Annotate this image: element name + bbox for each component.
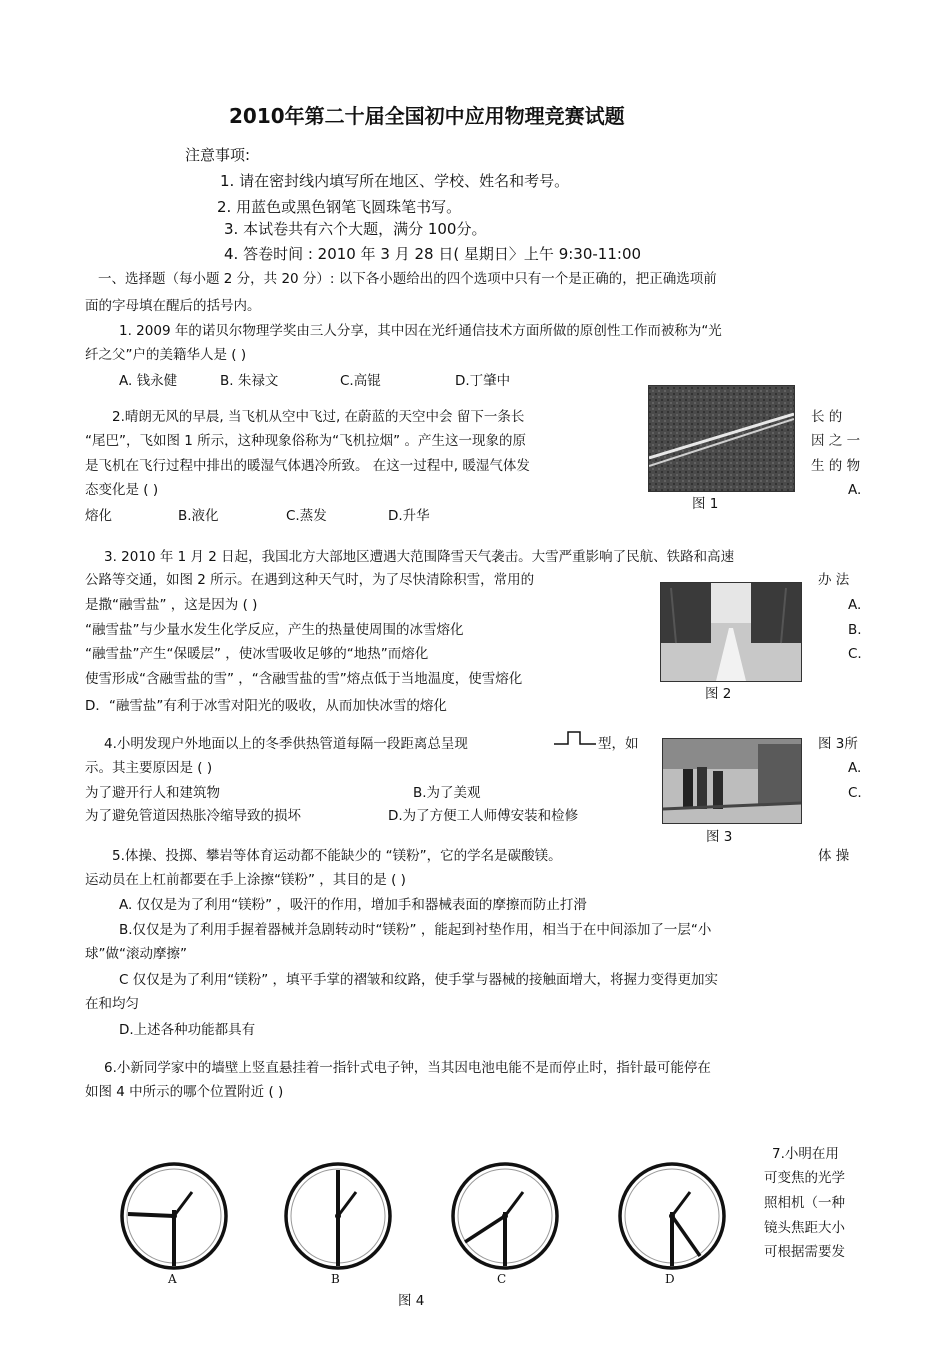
clock-c: [449, 1160, 561, 1272]
q1-option-a: A. 钱永健: [119, 373, 178, 389]
q1-option-d: D.丁肇中: [455, 373, 511, 389]
figure-3-photo: [662, 738, 802, 824]
q7-text: 照相机（一种: [764, 1195, 845, 1211]
pipe-shape-icon: [554, 730, 596, 748]
q2-text: 2.晴朗无风的早晨, 当飞机从空中飞过, 在蔚蓝的天空中会 留下一条长: [112, 409, 525, 425]
q4-option-a: A.: [848, 760, 862, 776]
q5-option-b-cont: 球”做“滚动摩擦”: [85, 946, 187, 962]
q4-option-a-text: 为了避开行人和建筑物: [85, 785, 220, 801]
section-heading: 一、选择题（每小题 2 分，共 20 分）: 以下各小题给出的四个选项中只有一个是正确的，把正确选项前: [98, 271, 717, 287]
q2-text: “尾巴”，飞如图 1 所示，这种现象俗称为“飞机拉烟” 。产生这一现象的原: [85, 433, 526, 449]
q2-text-right: 长 的: [811, 409, 843, 425]
q5-text-right: 体 操: [818, 848, 850, 864]
q4-option-b: B.为了美观: [413, 785, 481, 801]
q5-option-d: D.上述各种功能都具有: [119, 1022, 256, 1038]
notice-item: 2. 用蓝色或黑色钢笔飞圆珠笔书写。: [217, 198, 462, 216]
q2-option-a: A.: [848, 482, 862, 498]
section-heading-cont: 面的字母填在醒后的括号内。: [85, 298, 261, 314]
clock-label-a: A: [168, 1272, 177, 1286]
q7-text: 可变焦的光学: [764, 1170, 845, 1186]
clock-label-d: D: [665, 1272, 675, 1286]
q4-option-c: C.: [848, 785, 862, 801]
figure-4-caption: 图 4: [398, 1293, 425, 1309]
q3-text: 是撒“融雪盐” ，这是因为 ( ): [85, 597, 258, 613]
q3-text-right: 办 法: [818, 572, 850, 588]
q2-option-d: D.升华: [388, 508, 430, 524]
q1-option-c: C.高锟: [340, 373, 381, 389]
q2-option-a-text: 熔化: [85, 508, 112, 524]
q6-text: 如图 4 中所示的哪个位置附近 ( ): [85, 1084, 284, 1100]
q3-option-a: A.: [848, 597, 862, 613]
q4-text: 4.小明发现户外地面以上的冬季供热管道每隔一段距离总呈现: [104, 736, 468, 752]
q3-text: 3. 2010 年 1 月 2 日起，我国北方大部地区遭遇大范围降雪天气袭击。大雪严重影响了民航、铁路和高速: [104, 549, 735, 565]
q3-option-c: C.: [848, 646, 862, 662]
notice-heading: 注意事项:: [185, 146, 251, 164]
q5-text: 运动员在上杠前都要在手上涂擦“镁粉” ，其目的是 ( ): [85, 872, 406, 888]
clock-label-b: B: [331, 1272, 340, 1286]
q2-text: 态变化是 ( ): [85, 482, 159, 498]
q3-option-b: B.: [848, 622, 862, 638]
q1-option-b: B. 朱禄文: [220, 373, 279, 389]
q3-option-b-text: “融雪盐”产生“保暖层” ，使冰雪吸收足够的“地热”而熔化: [85, 646, 429, 662]
q5-option-a: A. 仅仅是为了利用“镁粉” ，吸汗的作用，增加手和器械表面的摩擦而防止打滑: [119, 897, 587, 913]
q2-option-c: C.蒸发: [286, 508, 327, 524]
page-title: 2010年第二十届全国初中应用物理竞赛试题: [229, 104, 625, 128]
clock-d: [616, 1160, 728, 1272]
q5-text: 5.体操、投掷、攀岩等体育运动都不能缺少的 “镁粉”，它的学名是碳酸镁。: [112, 848, 562, 864]
figure-2-photo: [660, 582, 802, 682]
clock-a: [118, 1160, 230, 1272]
q4-option-d: D.为了方便工人师傅安装和检修: [388, 808, 579, 824]
notice-item: 1. 请在密封线内填写所在地区、学校、姓名和考号。: [220, 172, 570, 190]
q4-text: 型，如: [598, 736, 639, 752]
q2-text-right: 生 的 物: [811, 458, 861, 474]
q7-text: 7.小明在用: [772, 1146, 839, 1162]
q5-option-c: C 仅仅是为了利用“镁粉” ，填平手掌的褶皱和纹路，使手掌与器械的接触面增大，将握力变得更加实: [119, 972, 718, 988]
clock-label-c: C: [497, 1272, 507, 1286]
figure-2-caption: 图 2: [705, 686, 732, 702]
q4-text-right: 图 3所: [818, 736, 858, 752]
notice-item: 3. 本试卷共有六个大题，满分 100分。: [224, 220, 487, 238]
q7-text: 可根据需要发: [764, 1244, 845, 1260]
q2-text: 是飞机在飞行过程中排出的暖湿气体遇冷所致。 在这一过程中, 暖湿气体发: [85, 458, 530, 474]
q4-text: 示。其主要原因是 ( ): [85, 760, 213, 776]
figure-1-caption: 图 1: [692, 496, 719, 512]
clock-b: [282, 1160, 394, 1272]
q5-option-b: B.仅仅是为了利用手握着器械并急剧转动时“镁粉” ，能起到衬垫作用，相当于在中间添加了一层“小: [119, 922, 712, 938]
q3-option-c-text: 使雪形成“含融雪盐的雪” ，“含融雪盐的雪”熔点低于当地温度，使雪熔化: [85, 671, 523, 687]
notice-item: 4. 答卷时间 : 2010 年 3 月 28 日( 星期日〉上午 9:30-11:00: [224, 245, 642, 263]
q7-text: 镜头焦距大小: [764, 1220, 845, 1236]
figure-3-caption: 图 3: [706, 829, 733, 845]
q3-option-a-text: “融雪盐”与少量水发生化学反应，产生的热量使周围的冰雪熔化: [85, 622, 464, 638]
q2-text-right: 因 之 一: [811, 433, 861, 449]
q3-option-d: D．“融雪盐”有利于冰雪对阳光的吸收，从而加快冰雪的熔化: [85, 698, 447, 714]
figure-1-photo: [648, 385, 795, 492]
q5-option-c-cont: 在和均匀: [85, 996, 139, 1012]
q6-text: 6.小新同学家中的墙壁上竖直悬挂着一指针式电子钟，当其因电池电能不是而停止时，指针最可能停在: [104, 1060, 711, 1076]
q3-text: 公路等交通，如图 2 所示。在遇到这种天气时，为了尽快清除积雪，常用的: [85, 572, 535, 588]
q1-text-cont: 纤之父”户的美籍华人是 ( ): [85, 347, 247, 363]
q2-option-b: B.液化: [178, 508, 219, 524]
q1-text: 1. 2009 年的诺贝尔物理学奖由三人分享，其中因在光纤通信技术方面所做的原创性工作而被称为“光: [119, 323, 722, 339]
q4-option-c-text: 为了避免管道因热胀冷缩导致的损坏: [85, 808, 301, 824]
